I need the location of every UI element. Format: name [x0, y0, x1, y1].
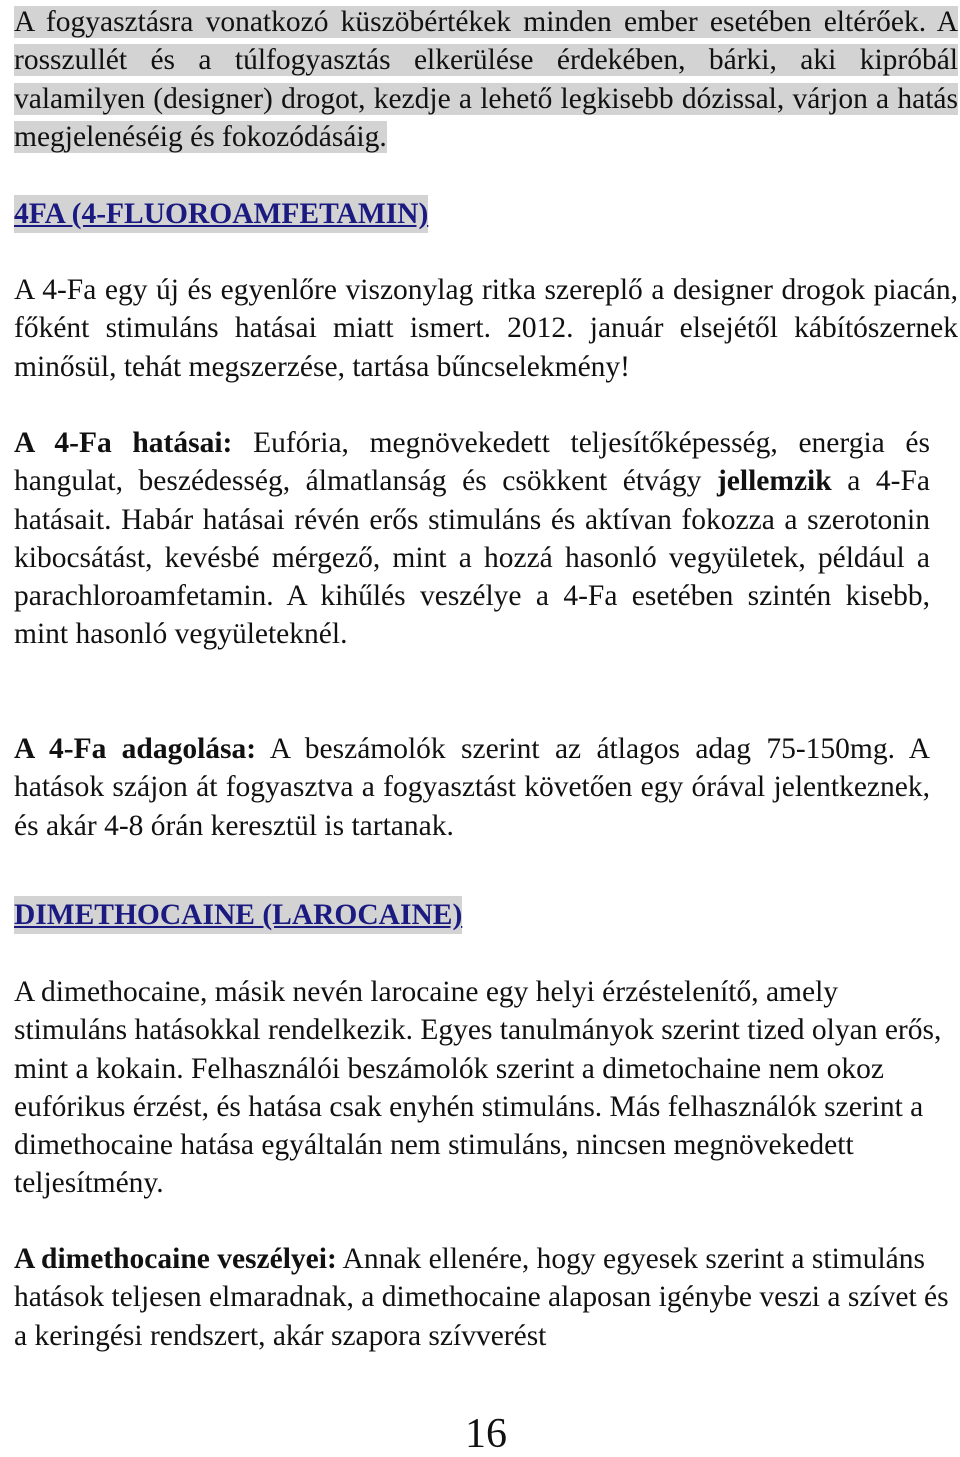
paragraph-4fa-intro: A 4-Fa egy új és egyenlőre viszonylag ritka szereplő a designer drogok piacán, főként stimuláns hatásai miatt ismert. 2012. január elsejétől kábítószernek minősül, tehát megszerzése, tartása bűncselekmény! [14, 274, 958, 383]
paragraph-4fa-dosage [14, 730, 930, 845]
heading-4fa: 4FA (4-FLUOROAMFETAMIN) [14, 195, 428, 233]
effects-text-1: Eufória, megnövekedett teljesítőképesség, energia és hangulat, beszédesség, álmatlanság és csökkent étvágy [14, 427, 930, 498]
paragraph-dimethocaine-intro: A dimethocaine, másik nevén larocaine egy helyi érzéstelenítő, amely stimuláns hatásokkal rendelkezik. Egyes tanulmányok szerint tized olyan erős, mint a kokain. Felhasználói beszámolók szerint a dimetochaine nem okoz eufórikus érzést, és hatása csak enyhén stimuláns. Más felhasználók szerint a dimethocaine hatása egyáltalán nem stimuláns, nincsen megnövekedett teljesítmény. [14, 976, 942, 1200]
effects-bold-word: jellemzik [716, 465, 832, 498]
dangers-text: Annak ellenére, hogy egyesek szerint a stimuláns hatások teljesen elmaradnak, a dimethocaine alaposan igénybe veszi a szívet és a keringési rendszert, akár szapora szívverést [14, 1243, 949, 1352]
effects-text-2: a 4-Fa hatásait. Habár hatásai révén erős stimuláns és aktívan fokozza a szerotonin kibocsátást, kevésbé mérgező, mint a hozzá hasonló vegyületek, például a parachloroamfetamin. A kihűlés veszélye a 4-Fa esetében szintén kisebb, mint hasonló vegyületeknél. [14, 465, 930, 651]
paragraph-4fa-effects [14, 424, 930, 654]
page-number [14, 1412, 958, 1456]
paragraph-dimethocaine-dangers [14, 1240, 958, 1355]
intro-paragraph [14, 3, 958, 156]
page-number-text: 16 [465, 1411, 507, 1457]
intro-highlighted-text: A fogyasztásra vonatkozó küszöbértékek minden ember esetében eltérőek. A rosszullét és a túlfogyasztás elkerülése érdekében, bárki, aki kipróbál valamilyen (designer) drogot, kezdje a lehető legkisebb dózissal, várjon a hatás megjelenéséig és fokozódásáig. [14, 6, 958, 153]
dosage-label: A 4-Fa adagolása: [14, 733, 257, 765]
heading-dimethocaine: DIMETHOCAINE (LAROCAINE) [14, 896, 462, 934]
dangers-label: A dimethocaine veszélyei: [14, 1243, 337, 1275]
dosage-text: A beszámolók szerint az átlagos adag 75-150mg. A hatások szájon át fogyasztva a fogyasztást követően egy órával jelentkeznek, és akár 4-8 órán keresztül is tartanak. [14, 733, 930, 842]
effects-label: A 4-Fa hatásai: [14, 427, 233, 459]
